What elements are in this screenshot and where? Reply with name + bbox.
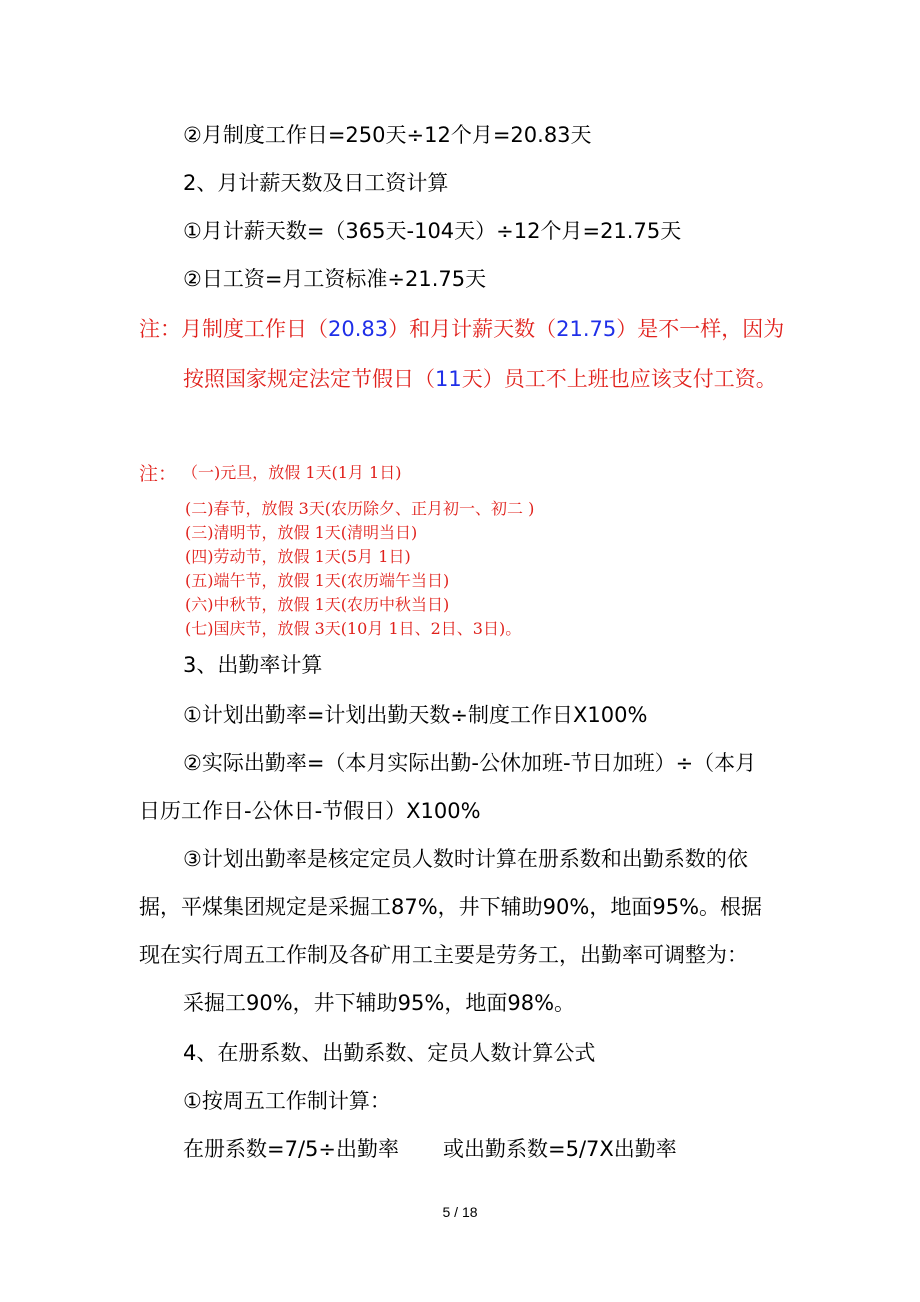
text-line: ①计划出勤率=计划出勤天数÷制度工作日X100% — [183, 703, 648, 727]
holiday-item: (二)春节，放假 3天(农历除夕、正月初一、初二 ) — [185, 499, 535, 518]
holiday-item: (七)国庆节，放假 3天(10月 1日、2日、3日)。 — [185, 619, 522, 638]
section-heading: 4、在册系数、出勤系数、定员人数计算公式 — [183, 1041, 596, 1065]
highlight-value: 11 — [435, 367, 462, 391]
holiday-item: (三)清明节，放假 1天(清明当日) — [185, 523, 418, 542]
note-text: ）和月计薪天数（ — [388, 317, 557, 341]
formula-attendance: 或出勤系数=5/7X出勤率 — [443, 1137, 677, 1161]
text-line: ①月计薪天数=（365天-104天）÷12个月=21.75天 — [183, 219, 682, 243]
text-line: ①按周五工作制计算： — [183, 1089, 391, 1113]
note-line — [139, 314, 784, 344]
subsection-heading: 2、月计薪天数及日工资计算 — [183, 171, 449, 195]
text-line: 采掘工90%，井下辅助95%，地面98%。 — [183, 991, 576, 1015]
text-line: ②实际出勤率=（本月实际出勤-公休加班-节日加班）÷（本月 — [183, 751, 757, 775]
holiday-item: （一)元旦，放假 1天(1月 1日) — [182, 463, 402, 482]
note-text: 注：月制度工作日（ — [139, 317, 328, 341]
text-line: ②日工资=月工资标准÷21.75天 — [183, 267, 487, 291]
highlight-value: 21.75 — [556, 317, 617, 341]
holiday-item: (六)中秋节，放假 1天(农历中秋当日) — [185, 595, 450, 614]
text-line: ③计划出勤率是核定定员人数时计算在册系数和出勤系数的依 — [183, 847, 748, 871]
note-text: 天）员工不上班也应该支付工资。 — [461, 367, 777, 391]
section-heading: 3、出勤率计算 — [183, 653, 323, 677]
note-line — [183, 364, 777, 394]
formula-register: 在册系数=7/5÷出勤率 — [183, 1137, 399, 1161]
text-line: 据，平煤集团规定是采掘工87%，井下辅助90%，地面95%。根据 — [139, 895, 763, 919]
text-line: 现在实行周五工作制及各矿用工主要是劳务工，出勤率可调整为： — [139, 943, 748, 967]
holiday-item: (五)端午节，放假 1天(农历端午当日) — [185, 571, 450, 590]
highlight-value: 20.83 — [328, 317, 389, 341]
note-text: ）是不一样，因为 — [616, 317, 785, 341]
text-line: 日历工作日-公休日-节假日）X100% — [139, 799, 481, 823]
holiday-note-label: 注： — [139, 463, 178, 485]
page-number: 5 / 18 — [442, 1204, 478, 1220]
formula-line — [183, 1134, 677, 1164]
text-line: ②月制度工作日=250天÷12个月=20.83天 — [183, 123, 592, 147]
note-text: 按照国家规定法定节假日（ — [183, 367, 435, 391]
holiday-item: (四)劳动节，放假 1天(5月 1日) — [185, 547, 411, 566]
